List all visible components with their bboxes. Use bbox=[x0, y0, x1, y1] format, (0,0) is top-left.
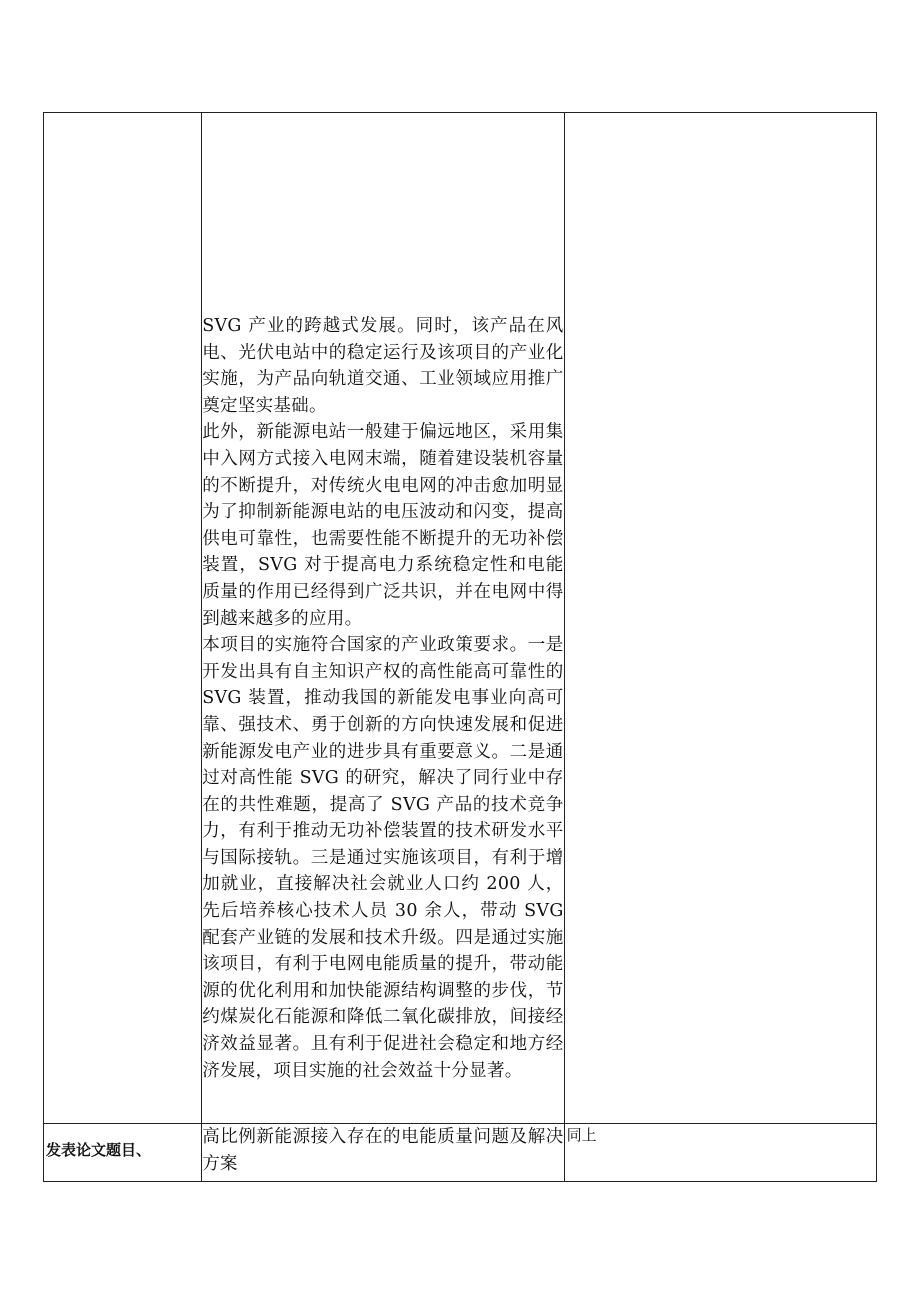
remark-cell bbox=[564, 1124, 876, 1182]
paper-label: 发表论文题目、 bbox=[46, 1141, 152, 1159]
paper-title: 高比例新能源接入存在的电能质量问题及解决方案 bbox=[202, 1127, 564, 1174]
benefit-text bbox=[202, 113, 563, 1084]
paper-title-cell bbox=[202, 1124, 564, 1182]
paper-label-cell bbox=[44, 1124, 202, 1182]
paragraph: SVG 产业的跨越式发展。同时，该产品在风电、光伏电站中的稳定运行及该项目的产业化实施，为产品向轨道交通、工业领域应用推广奠定坚实基础。 bbox=[202, 316, 564, 416]
empty-label-cell bbox=[44, 113, 202, 1124]
paragraph: 本项目的实施符合国家的产业政策要求。一是开发出具有自主知识产权的高性能高可靠性的 SVG 装置，推动我国的新能发电事业向高可靠、强技术、勇于创新的方向快速发展和促进新能源发电产业的进步具有重要意义。二是通过对高性能 SVG 的研究，解决了同行业中存在的共性难题，提高了 SVG 产品的技术竞争力，有利于推动无功补偿装置的技术研发水平与国际接轨。三是通过实施该项目，有利于增加就业，直接解决社会就业人口约 200 人，先后培养核心技术人员 30 余人，带动 SVG 配套产业链的发展和技术升级。四是通过实施该项目，有利于电网电能质量的提升，带动能源的优化利用和加快能源结构调整的步伐，节约煤炭化石能源和降低二氧化碳排放，间接经济效益显著。且有利于促进社会稳定和地方经济发展，项目实施的社会效益十分显著。 bbox=[202, 635, 564, 1081]
empty-remark-cell bbox=[564, 113, 876, 1124]
benefit-text-cell bbox=[202, 113, 564, 1124]
table-row bbox=[44, 1124, 877, 1182]
table-row bbox=[44, 113, 877, 1124]
paragraph: 此外，新能源电站一般建于偏远地区，采用集中入网方式接入电网末端，随着建设装机容量的不断提升，对传统火电电网的冲击愈加明显为了抑制新能源电站的电压波动和闪变，提高供电可靠性，也需要性能不断提升的无功补偿装置，SVG 对于提高电力系统稳定性和电能质量的作用已经得到广泛共识，并在电网中得到越来越多的应用。 bbox=[202, 422, 564, 629]
document-table bbox=[43, 112, 877, 1182]
same-as-above-note: 同上 bbox=[566, 1126, 597, 1144]
